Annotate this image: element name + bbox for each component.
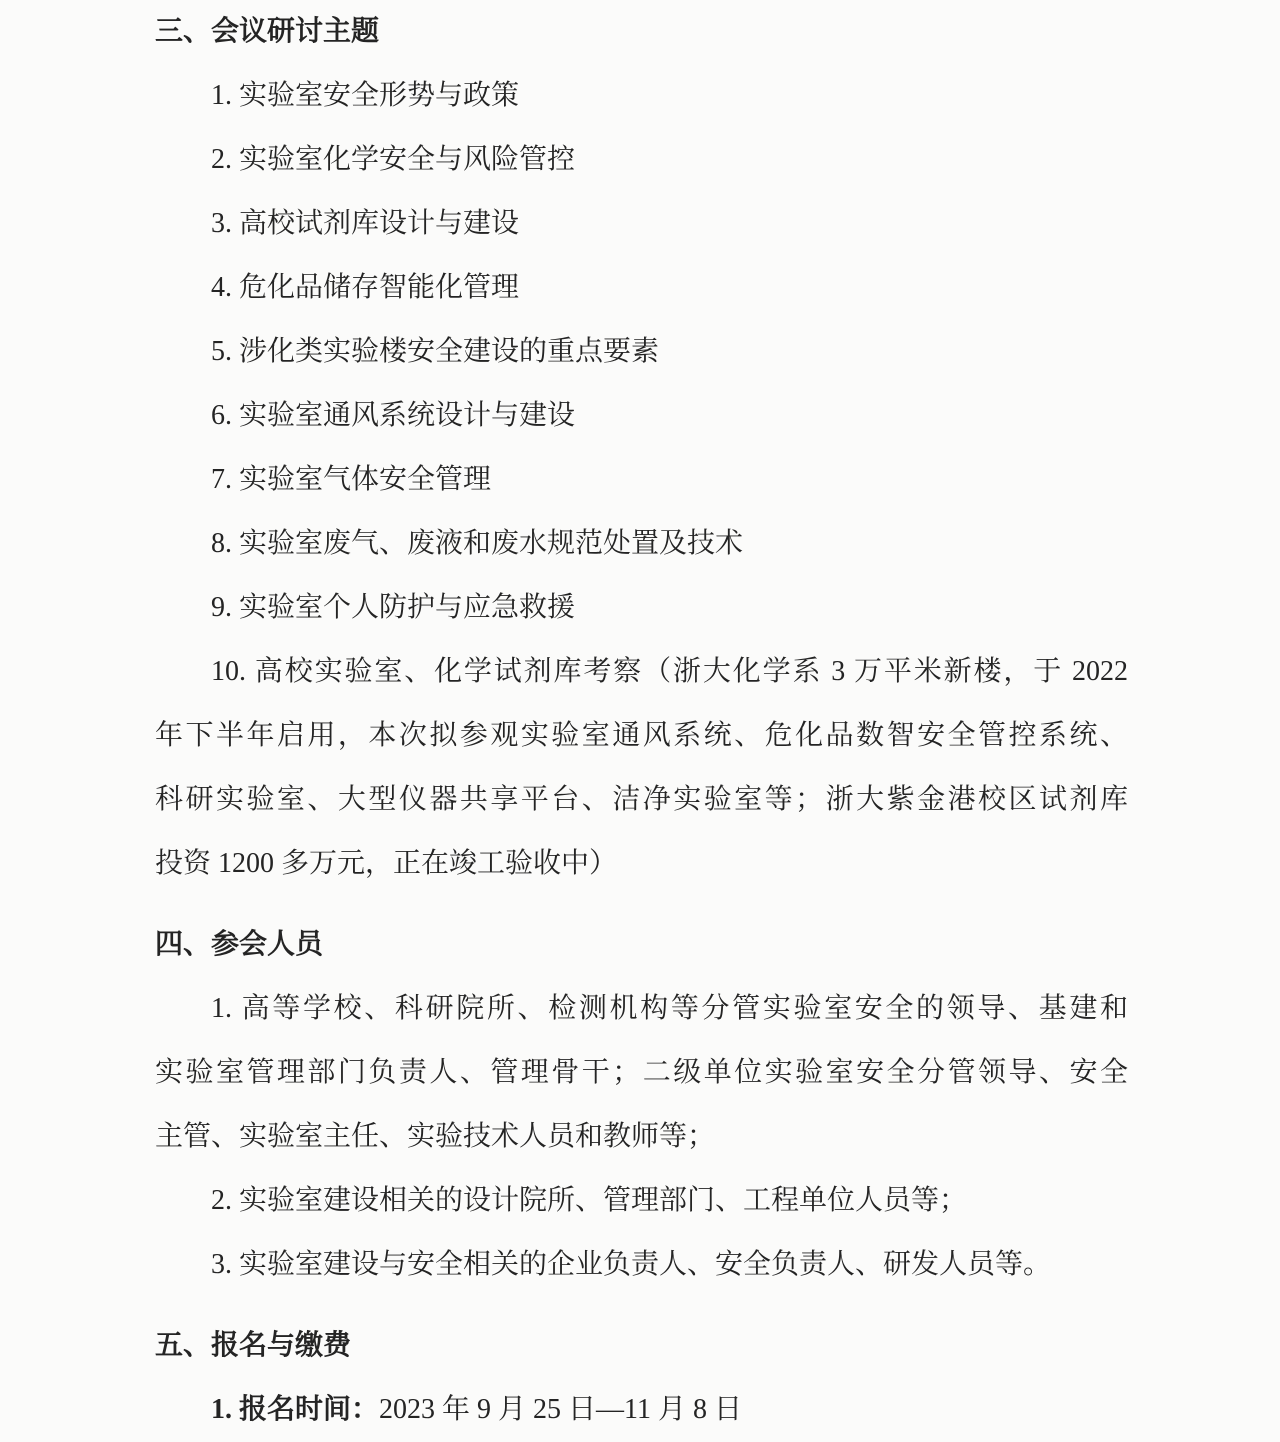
topic-item-4: 4. 危化品储存智能化管理 (211, 272, 520, 303)
registration-time-item (155, 1378, 1128, 1442)
section-participants (155, 913, 1128, 1297)
topic-item-10-line-2: 年下半年启用，本次拟参观实验室通风系统、危化品数智安全管控系统、 (155, 720, 1128, 751)
topic-item-5: 5. 涉化类实验楼安全建设的重点要素 (211, 336, 660, 367)
topic-item-7: 7. 实验室气体安全管理 (211, 464, 492, 495)
registration-heading: 五、报名与缴费 (155, 1330, 352, 1361)
topic-item-1: 1. 实验室安全形势与政策 (211, 80, 520, 111)
registration-time-label: 1. 报名时间： (211, 1394, 380, 1425)
topic-item-10-line-4: 投资 1200 多万元，正在竣工验收中） (155, 848, 618, 879)
participants-item-1-line-3: 主管、实验室主任、实验技术人员和教师等； (155, 1121, 716, 1152)
topic-item-9: 9. 实验室个人防护与应急救援 (211, 592, 576, 623)
participants-item-2: 2. 实验室建设相关的设计院所、管理部门、工程单位人员等； (211, 1185, 968, 1216)
topics-heading: 三、会议研讨主题 (155, 16, 380, 47)
topic-item-6: 6. 实验室通风系统设计与建设 (211, 400, 576, 431)
registration-time-value: 2023 年 9 月 25 日—11 月 8 日 (379, 1394, 742, 1425)
topic-item-3: 3. 高校试剂库设计与建设 (211, 208, 520, 239)
topic-item-10-line-1: 10. 高校实验室、化学试剂库考察（浙大化学系 3 万平米新楼，于 2022 (211, 656, 1128, 687)
participants-item-1-line-1: 1. 高等学校、科研院所、检测机构等分管实验室安全的领导、基建和 (211, 993, 1128, 1024)
section-registration (155, 1314, 1128, 1442)
section-topics (155, 0, 1128, 896)
participants-heading: 四、参会人员 (155, 929, 324, 960)
participants-item-3: 3. 实验室建设与安全相关的企业负责人、安全负责人、研发人员等。 (211, 1249, 1052, 1280)
participants-item-1-line-2: 实验室管理部门负责人、管理骨干；二级单位实验室安全分管领导、安全 (155, 1057, 1128, 1088)
topic-item-10-line-3: 科研实验室、大型仪器共享平台、洁净实验室等；浙大紫金港校区试剂库 (155, 784, 1128, 815)
topic-item-8: 8. 实验室废气、废液和废水规范处置及技术 (211, 528, 744, 559)
topic-item-2: 2. 实验室化学安全与风险管控 (211, 144, 576, 175)
